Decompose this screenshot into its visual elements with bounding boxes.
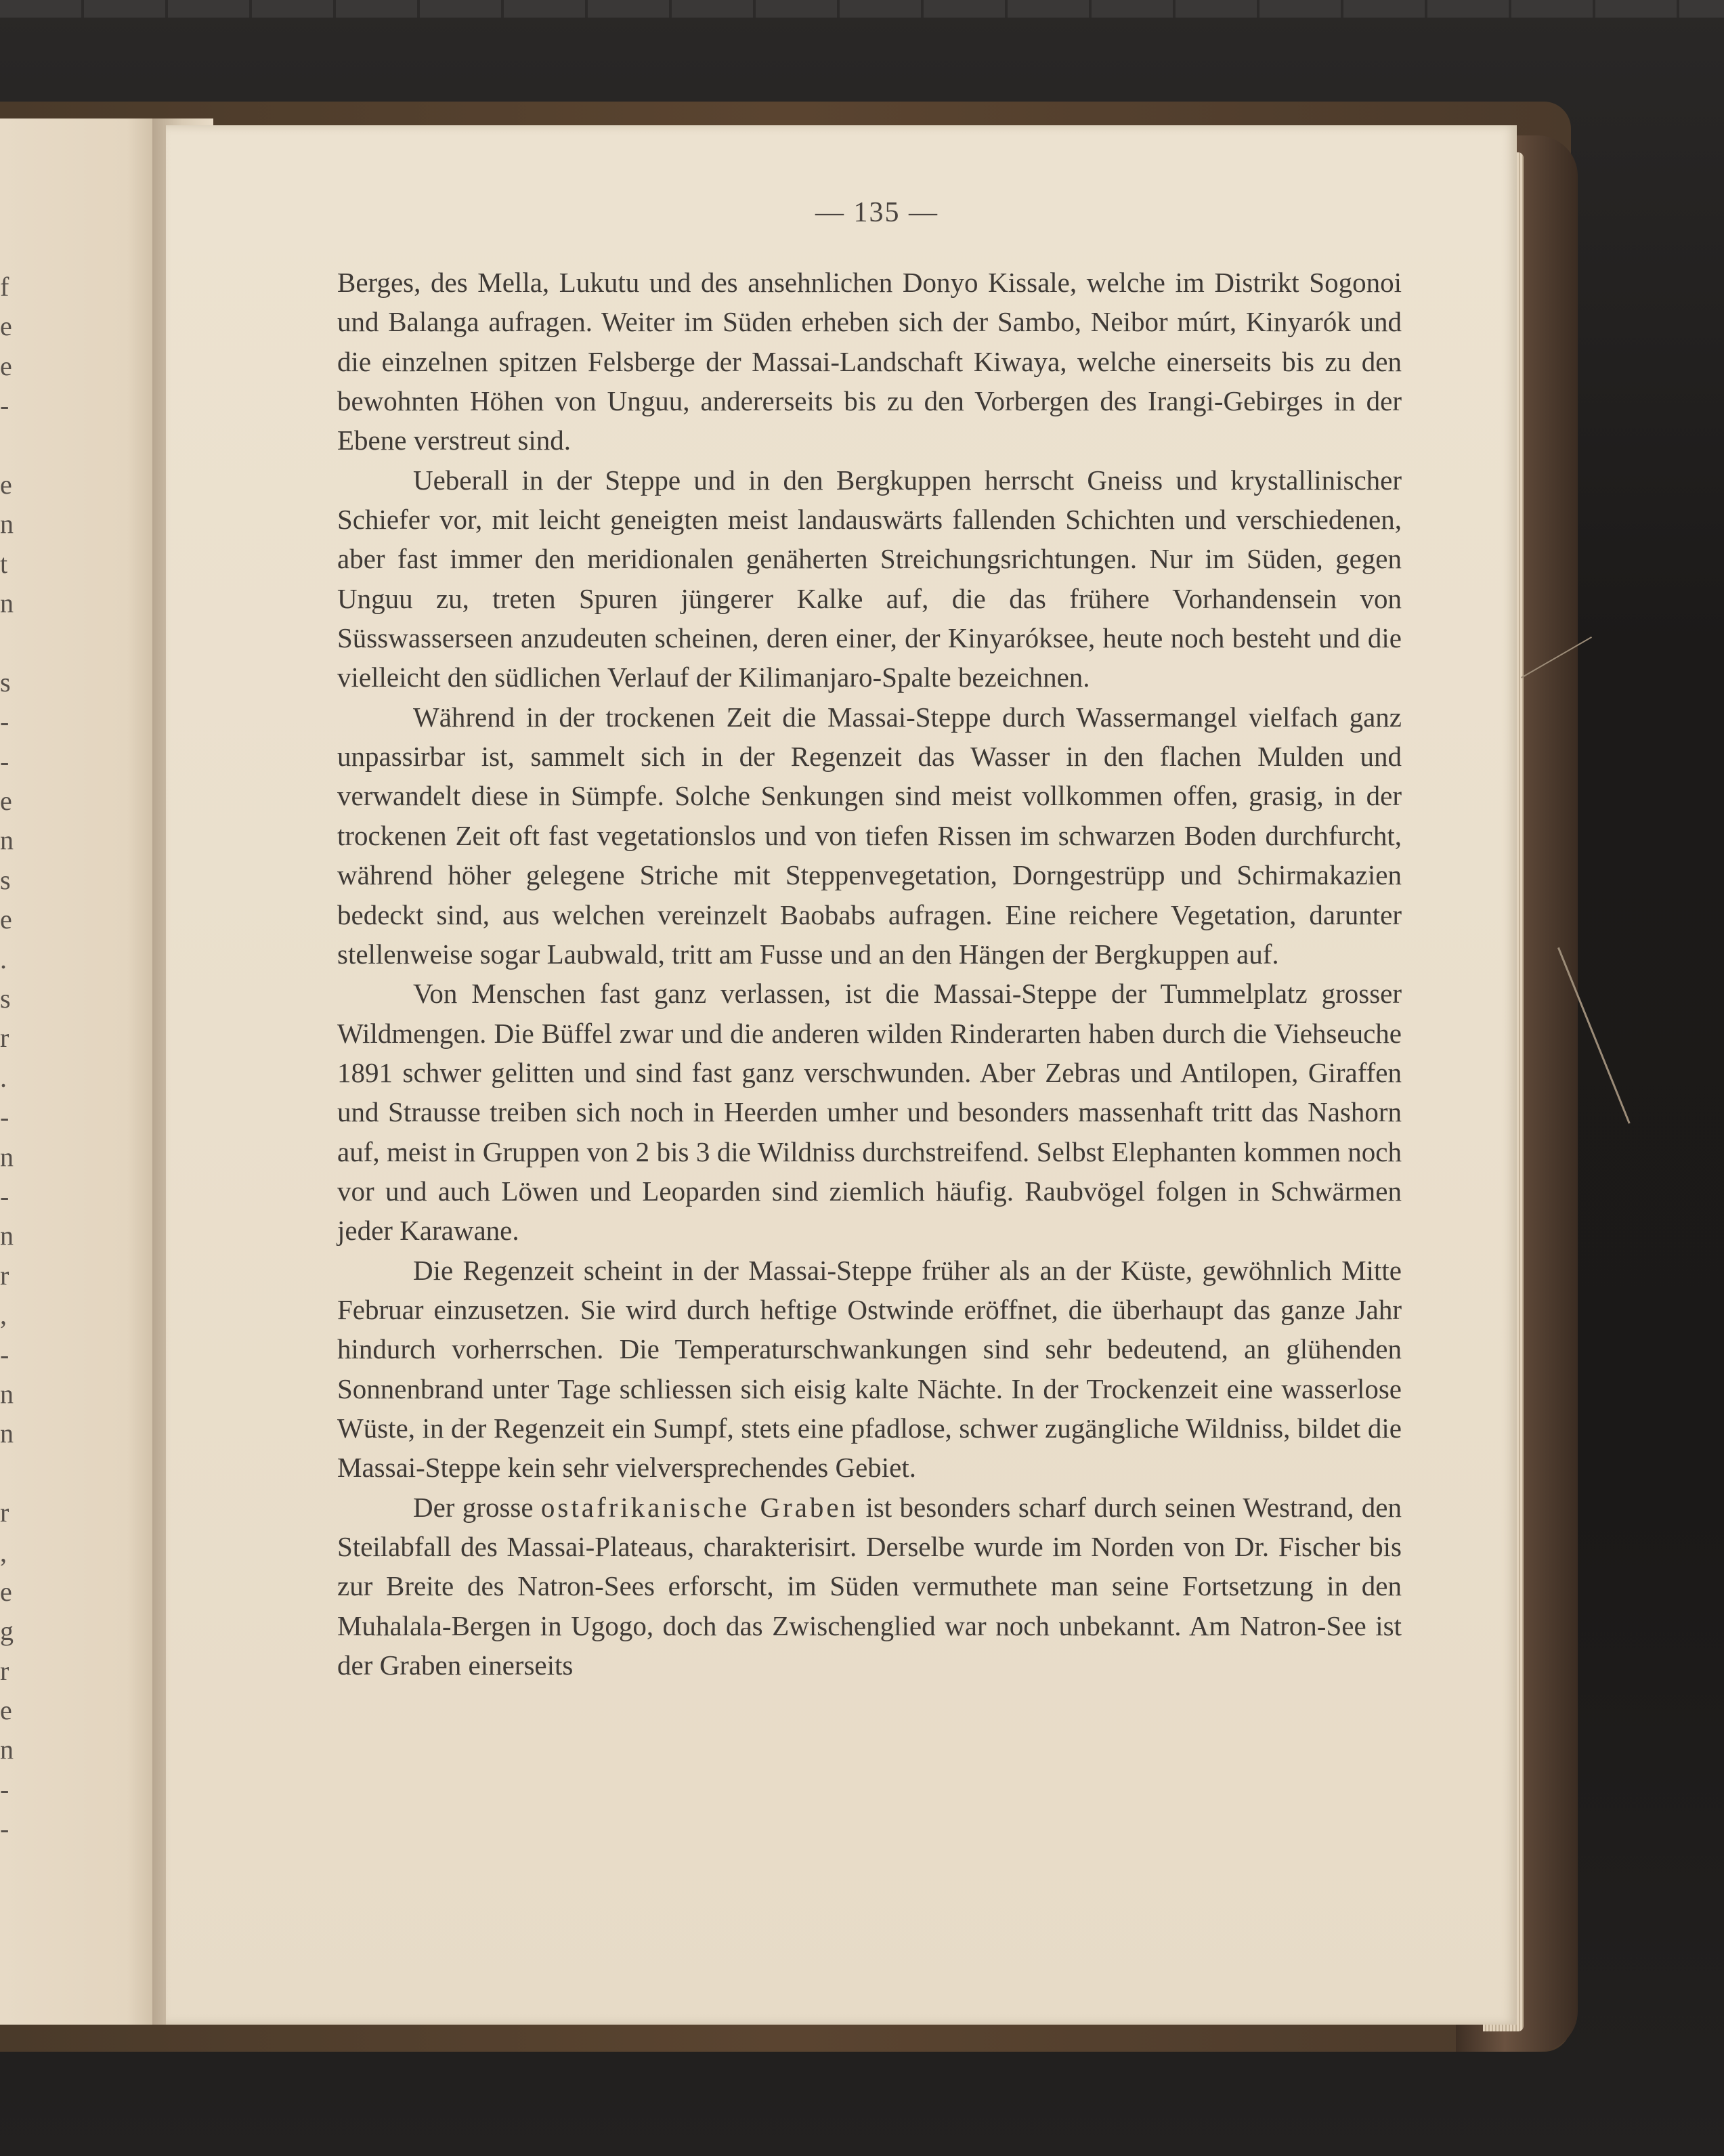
paragraph-1: Berges, des Mella, Lukutu und des ansehnlichen Donyo Kissale, welche im Distrikt Sogonoi und Balanga aufragen. Weiter im Süden erheben sich der Sambo, Neibor múrt, Kinyarók und die einzelnen spitzen Felsberge der Massai-Landschaft Kiwaya, welche einerseits bis zu den bewohnten Höhen von Unguu, andererseits bis zu den Vorbergen des Irangi-Gebirges in der Ebene verstreut sind. [337, 267, 1402, 456]
paragraph-6-after: ist besonders scharf durch seinen Westrand, den Steilabfall des Massai-Plateaus, charakterisirt. Derselbe wurde im Norden von Dr. Fischer bis zur Breite des Natron-Sees erforscht, im Süden vermuthete man seine Fortsetzung in den Muhalala-Bergen in Ugogo, doch das Zwischenglied war noch unbekannt. Am Natron-See ist der Graben einerseits [337, 1491, 1402, 1681]
paragraph-5: Die Regenzeit scheint in der Massai-Steppe früher als an der Küste, gewöhnlich Mitte Februar einzusetzen. Sie wird durch heftige Ostwinde eröffnet, die überhaupt das ganze Jahr hindurch vorherrschen. Die Temperaturschwankungen sind sehr bedeutend, an glühenden Sonnenbrand unter Tage schliessen sich eisig kalte Nächte. In der Trockenzeit eine wasserlose Wüste, in der Regenzeit ein Sumpf, stets eine pfadlose, schwer zugängliche Wildniss, bildet die Massai-Steppe kein sehr vielversprechendes Gebiet. [337, 1254, 1402, 1484]
paragraph-6 [337, 1488, 1402, 1685]
fragment-letter: . [0, 943, 7, 974]
fragment-letter: e [0, 785, 12, 817]
fragment-letter: r [0, 1497, 9, 1528]
fragment-letter: - [0, 1102, 9, 1133]
fragment-letter: n [0, 1418, 14, 1449]
fragment-letter: e [0, 904, 12, 935]
paragraph-3: Während in der trockenen Zeit die Massai-Steppe durch Wassermangel vielfach ganz unpassirbar ist, sammelt sich in der Regenzeit das Wasser in den flachen Mulden und verwandelt diese in Sümpfe. Solche Senkungen sind meist vollkommen offen, grasig, in der trockenen Zeit oft fast vegetationslos und von tiefen Rissen im schwarzen Boden durchfurcht, während höher gelegene Striche mit Steppenvegetation, Dorngestrüpp und Schirmakazien bedeckt sind, aus welchen vereinzelt Baobabs aufragen. Eine reichere Vegetation, darunter stellenweise sogar Laubwald, tritt am Fusse und an den Hängen der Bergkuppen auf. [337, 701, 1402, 970]
fragment-letter [0, 624, 20, 663]
fragment-letter: - [0, 390, 9, 421]
fragment-letter: s [0, 666, 11, 697]
fragment-letter [0, 1454, 20, 1493]
paragraph-4: Von Menschen fast ganz verlassen, ist die Massai-Steppe der Tummelplatz grosser Wildmengen. Die Büffel zwar und die anderen wilden Rinderarten haben durch die Viehseuche 1891 schwer gelitten und sind fast ganz verschwunden. Aber Zebras und Antilopen, Giraffen und Strausse treiben sich noch in Heerden umher und besonders massenhaft tritt das Nashorn auf, meist in Gruppen von 2 bis 3 die Wildniss durchstreifend. Selbst Elephanten kommen noch vor und auch Löwen und Leoparden sind ziemlich häufig. Raubvögel folgen in Schwärmen jeder Karawane. [337, 978, 1402, 1247]
previous-page-text-fragments [0, 267, 20, 1849]
fragment-letter: . [0, 1062, 7, 1093]
fragment-letter: f [0, 272, 9, 302]
fragment-letter: n [0, 1378, 14, 1409]
fragment-letter: g [0, 1616, 14, 1647]
paragraph-6-before: Der grosse [413, 1491, 541, 1523]
fragment-letter: n [0, 1141, 14, 1172]
fragment-letter: n [0, 1734, 14, 1765]
page-number: — 135 — [815, 197, 939, 228]
fragment-letter [0, 426, 20, 465]
fragment-letter: r [0, 1655, 9, 1686]
fragment-letter: e [0, 350, 12, 381]
previous-page [0, 118, 159, 2025]
fragment-letter: e [0, 311, 12, 342]
fragment-letter: r [0, 1259, 9, 1291]
fragment-letter: e [0, 469, 12, 500]
fragment-letter: e [0, 1576, 12, 1607]
fragment-letter: - [0, 1339, 9, 1370]
paragraph-2: Ueberall in der Steppe und in den Bergkuppen herrscht Gneiss und krystallinischer Schiefer vor, mit leicht geneigten meist landauswärts fallenden Schichten und verschiedenen, aber fast immer den meridionalen genäherten Streichungsrichtungen. Nur im Süden, gegen Unguu zu, treten Spuren jüngerer Kalke auf, die das frühere Vorhandensein von Süsswasserseen anzudeuten scheinen, deren einer, der Kinyaróksee, heute noch besteht und die vielleicht den südlichen Verlauf der Kilimanjaro-Spalte bezeichnen. [337, 464, 1402, 693]
fragment-letter: s [0, 864, 11, 895]
fragment-letter: - [0, 706, 9, 737]
fragment-letter: - [0, 1813, 9, 1845]
fragment-letter: s [0, 983, 11, 1014]
fragment-letter: n [0, 588, 14, 619]
paragraph-6-spaced-term: ostafrikanische Graben [540, 1491, 859, 1523]
fragment-letter: - [0, 1773, 9, 1805]
fragment-letter: t [0, 548, 8, 579]
fragment-letter: - [0, 746, 9, 777]
body-text [337, 263, 1402, 1685]
fragment-letter: n [0, 1220, 14, 1251]
fragment-letter: , [0, 1536, 7, 1568]
scan-calibration-strip [0, 0, 1724, 18]
fragment-letter: - [0, 1180, 9, 1211]
fragment-letter: n [0, 825, 14, 856]
fragment-letter: n [0, 509, 14, 540]
fragment-letter: , [0, 1299, 7, 1331]
fragment-letter: r [0, 1022, 9, 1054]
fragment-letter: e [0, 1695, 12, 1726]
